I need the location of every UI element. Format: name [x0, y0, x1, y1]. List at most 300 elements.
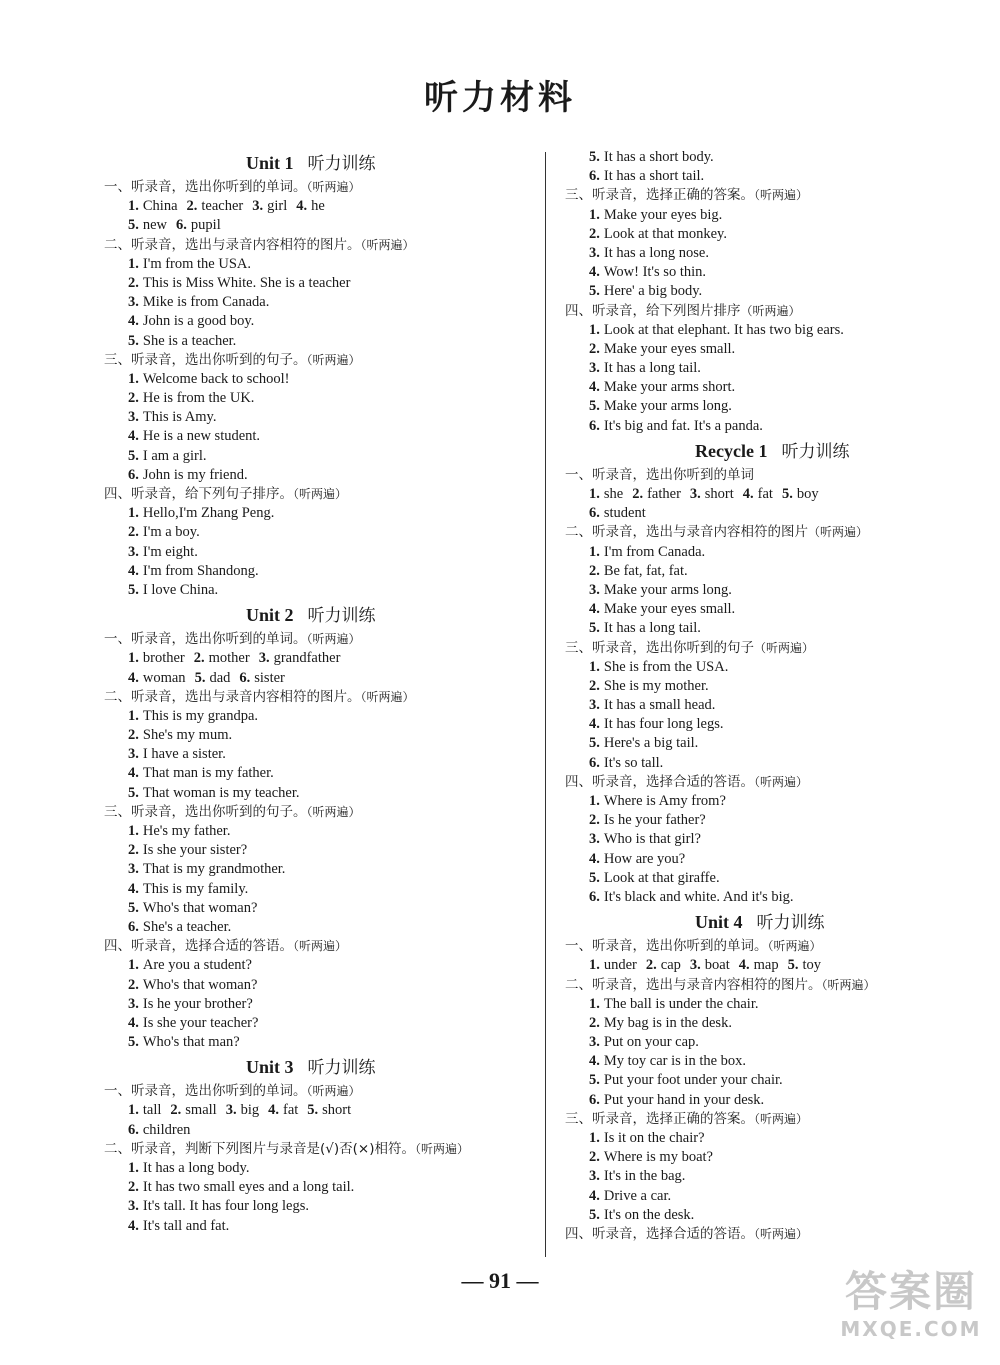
- unit-heading: [104, 1052, 524, 1082]
- list-item: [104, 370, 524, 389]
- item-number: 4.: [128, 1217, 139, 1234]
- item-number: 3.: [589, 244, 600, 261]
- list-item: [565, 417, 985, 436]
- section-heading: [565, 186, 985, 205]
- list-item: [565, 1091, 985, 1110]
- item-text: It's in the bag.: [603, 1168, 686, 1185]
- word-option: [170, 1102, 216, 1118]
- section-note: （听两遍）: [306, 180, 361, 194]
- item-number: 4.: [589, 1187, 600, 1204]
- section-heading: [565, 773, 985, 792]
- item-number: 1.: [128, 1102, 139, 1119]
- list-item: [565, 696, 985, 715]
- item-text: dad: [209, 669, 231, 686]
- list-item: [104, 899, 524, 918]
- item-text: Be fat, fat, fat.: [603, 562, 688, 579]
- section-note: （听两遍）: [293, 487, 348, 501]
- item-number: 6.: [589, 168, 600, 185]
- item-number: 5.: [128, 784, 139, 801]
- item-text: toy: [802, 957, 821, 974]
- section-instruction: 四、听录音，选择合适的答语。: [104, 938, 293, 955]
- list-item: [565, 1148, 985, 1167]
- item-text: Put your hand in your desk.: [603, 1091, 765, 1108]
- unit-subtitle: 听力训练: [307, 606, 376, 627]
- watermark-logo: [836, 1267, 986, 1355]
- item-number: 6.: [176, 217, 187, 234]
- list-item: [104, 784, 524, 803]
- section-note: （听两遍）: [754, 1111, 809, 1126]
- item-number: 2.: [128, 390, 139, 407]
- unit-label: Unit 1: [246, 153, 294, 173]
- item-number: 5.: [589, 149, 600, 165]
- item-number: 2.: [128, 274, 139, 291]
- list-item: [104, 523, 524, 542]
- item-text: She is my mother.: [603, 677, 709, 694]
- list-item: [104, 274, 524, 293]
- item-text: I am a girl.: [142, 447, 207, 464]
- item-number: 5.: [589, 735, 600, 752]
- list-item: [565, 225, 985, 244]
- item-number: 4.: [128, 562, 139, 579]
- item-number: 4.: [589, 1053, 600, 1070]
- item-text: Where is Amy from?: [603, 793, 726, 809]
- section-note: （听两遍）: [808, 525, 869, 540]
- section-instruction: 一、听录音，选出你听到的单词: [565, 466, 754, 483]
- section-instruction: 二、听录音，选出与录音内容相符的图片。: [104, 688, 361, 705]
- item-number: 6.: [239, 669, 251, 686]
- item-number: 3.: [258, 650, 270, 667]
- item-number: 1.: [589, 995, 600, 1012]
- list-item: [104, 408, 524, 427]
- item-number: 4.: [128, 765, 139, 782]
- word-option: [176, 217, 221, 233]
- list-item: [104, 504, 524, 523]
- list-item: [104, 466, 524, 485]
- item-number: 5.: [128, 581, 139, 598]
- item-text: Here' a big body.: [603, 283, 703, 300]
- section-note: （听两遍）: [293, 939, 348, 954]
- item-number: 1.: [589, 486, 600, 502]
- list-item: [565, 811, 985, 830]
- list-item: [104, 1197, 524, 1216]
- item-text: Here's a big tail.: [603, 735, 699, 752]
- item-number: 3.: [128, 294, 139, 311]
- unit-heading: [565, 907, 985, 937]
- item-text: It has two small eyes and a long tail.: [142, 1179, 355, 1196]
- item-number: 2.: [128, 842, 139, 859]
- item-text: teacher: [201, 198, 244, 215]
- list-item: [565, 244, 985, 263]
- item-text: I'm a boy.: [142, 524, 200, 541]
- item-text: pupil: [190, 217, 221, 234]
- list-item: [565, 340, 985, 359]
- item-number: 3.: [589, 1034, 600, 1051]
- section-heading: [104, 1140, 524, 1159]
- list-item: [104, 562, 524, 581]
- item-number: 3.: [128, 861, 139, 878]
- section-instruction: 四、听录音，选择合适的答语。: [565, 773, 754, 790]
- list-item: [565, 600, 985, 619]
- section-note: （听两遍）: [754, 188, 809, 203]
- unit-heading: [104, 148, 524, 178]
- word-list-row: [565, 956, 985, 975]
- list-item: [565, 830, 985, 849]
- item-text: I'm eight.: [142, 543, 198, 560]
- item-text: I'm from Canada.: [603, 543, 706, 560]
- item-text: Make your eyes small.: [603, 601, 736, 618]
- word-option: [690, 486, 734, 502]
- item-number: 1.: [589, 793, 600, 809]
- item-number: 6.: [589, 417, 600, 434]
- item-text: That woman is my teacher.: [142, 784, 300, 801]
- list-item: [104, 956, 524, 975]
- list-item: [565, 562, 985, 581]
- item-text: Drive a car.: [603, 1187, 672, 1204]
- list-item: [565, 869, 985, 888]
- item-text: boat: [704, 957, 730, 974]
- section-instruction: 四、听录音，给下列图片排序: [565, 302, 741, 319]
- unit-heading: [565, 436, 985, 466]
- section-note: （听两遍）: [821, 977, 876, 992]
- word-list-row: [565, 485, 985, 504]
- item-text: Look at that monkey.: [603, 225, 727, 242]
- list-item: [104, 841, 524, 860]
- section-instruction: 三、听录音，选出你听到的句子。: [104, 803, 307, 820]
- list-item: [104, 1033, 524, 1052]
- item-text: brother: [142, 650, 185, 667]
- item-text: Look at that giraffe.: [603, 869, 720, 886]
- word-list-row: [104, 649, 524, 668]
- item-number: 4.: [128, 880, 139, 897]
- section-note: （听两遍）: [306, 1084, 361, 1099]
- list-item: [104, 976, 524, 995]
- word-option: [128, 198, 178, 214]
- section-note: （听两遍）: [767, 939, 822, 954]
- word-option: [589, 486, 623, 502]
- item-number: 2.: [186, 198, 198, 215]
- list-item: [565, 321, 985, 340]
- list-item: [565, 167, 985, 186]
- watermark-url: MXQE.COM: [840, 1317, 982, 1341]
- list-item: [565, 850, 985, 869]
- word-option: [268, 1102, 298, 1118]
- item-number: 6.: [128, 918, 139, 935]
- item-number: 3.: [689, 486, 701, 502]
- section-note: （听两遍）: [306, 632, 361, 647]
- item-number: 2.: [128, 524, 139, 541]
- item-text: small: [185, 1102, 217, 1119]
- section-note: （听两遍）: [740, 303, 801, 318]
- item-text: That is my grandmother.: [142, 861, 286, 878]
- item-text: Are you a student?: [142, 957, 252, 974]
- item-number: 1.: [589, 957, 600, 974]
- list-item: [104, 332, 524, 351]
- item-number: 5.: [589, 869, 600, 886]
- item-number: 4.: [589, 850, 600, 867]
- list-item: [565, 995, 985, 1014]
- list-item: [104, 427, 524, 446]
- item-text: girl: [267, 198, 288, 215]
- item-number: 4.: [296, 198, 308, 215]
- item-text: Look at that elephant. It has two big ears.: [603, 321, 844, 338]
- section-instruction: 二、听录音，选出与录音内容相符的图片。: [104, 236, 361, 253]
- item-text: I'm from Shandong.: [142, 562, 259, 579]
- item-text: It has a long body.: [142, 1160, 250, 1176]
- item-text: father: [647, 486, 681, 502]
- item-text: sister: [254, 669, 285, 686]
- item-number: 5.: [128, 332, 139, 349]
- item-text: Mike is from Canada.: [142, 294, 270, 311]
- list-item: [565, 206, 985, 225]
- item-number: 6.: [589, 754, 600, 771]
- item-text: She's a teacher.: [142, 918, 232, 935]
- item-text: Make your eyes big.: [603, 206, 723, 223]
- section-heading: [104, 688, 524, 707]
- section-heading: [104, 630, 524, 649]
- list-item: [565, 148, 985, 167]
- section-instruction: 三、听录音，选出你听到的句子: [565, 639, 754, 656]
- list-item: [565, 543, 985, 562]
- item-text: He is from the UK.: [142, 390, 255, 407]
- item-text: Put on your cap.: [603, 1034, 699, 1051]
- item-number: 6.: [589, 505, 600, 522]
- item-text: fat: [757, 486, 773, 502]
- section-note: （听两遍）: [306, 804, 361, 819]
- page-title: 听力材料: [424, 78, 576, 118]
- item-text: It has a short tail.: [603, 168, 705, 185]
- word-list-row: [104, 216, 524, 235]
- section-heading: [565, 466, 985, 485]
- item-number: 4.: [589, 601, 600, 618]
- list-item: [565, 1187, 985, 1206]
- item-text: Who's that man?: [142, 1034, 240, 1051]
- list-item: [104, 1217, 524, 1236]
- item-number: 1.: [128, 1160, 139, 1176]
- item-text: mother: [208, 650, 250, 667]
- unit-subtitle: 听力训练: [756, 913, 825, 934]
- section-heading: [104, 937, 524, 956]
- item-text: I'm from the USA.: [142, 255, 252, 272]
- list-item: [104, 255, 524, 274]
- item-number: 6.: [589, 888, 600, 905]
- section-instruction: 四、听录音，给下列句子排序。: [104, 486, 293, 502]
- list-item: [104, 860, 524, 879]
- item-number: 6.: [589, 1091, 600, 1108]
- list-item: [565, 754, 985, 773]
- item-number: 1.: [589, 543, 600, 560]
- item-text: under: [603, 957, 637, 974]
- item-number: 3.: [225, 1102, 237, 1119]
- item-text: student: [603, 505, 646, 522]
- item-text: Welcome back to school!: [142, 370, 290, 387]
- item-text: cap: [660, 957, 681, 974]
- item-text: It's on the desk.: [603, 1206, 695, 1223]
- list-item: [104, 707, 524, 726]
- list-item: [565, 677, 985, 696]
- section-instruction: 二、听录音，选出与录音内容相符的图片: [565, 524, 808, 541]
- section-note: （听两遍）: [754, 640, 815, 655]
- list-item: [565, 1167, 985, 1186]
- list-item: [565, 715, 985, 734]
- section-instruction: 一、听录音，选出你听到的单词。: [104, 1083, 307, 1100]
- section-heading: [565, 1110, 985, 1129]
- word-list-row: [104, 669, 524, 688]
- list-item: [104, 745, 524, 764]
- item-text: Is she your sister?: [142, 842, 248, 859]
- section-heading: [565, 1225, 985, 1244]
- item-text: It's black and white. And it's big.: [603, 888, 794, 905]
- list-item: [104, 764, 524, 783]
- list-item: [565, 1206, 985, 1225]
- item-text: It has four long legs.: [603, 716, 724, 733]
- item-number: 5.: [194, 669, 206, 686]
- item-number: 1.: [128, 505, 139, 522]
- item-text: she: [603, 486, 624, 502]
- item-text: Hello,I'm Zhang Peng.: [142, 505, 275, 522]
- item-text: It's so tall.: [603, 754, 664, 771]
- item-number: 4.: [268, 1102, 279, 1119]
- item-text: short: [322, 1102, 352, 1119]
- section-instruction: 一、听录音，选出你听到的单词。: [104, 179, 307, 195]
- item-number: 1.: [128, 370, 139, 387]
- list-item: [104, 543, 524, 562]
- word-option: [239, 670, 284, 686]
- list-item: [104, 1159, 524, 1178]
- item-text: map: [753, 957, 779, 974]
- list-item: [104, 581, 524, 600]
- item-text: Is it on the chair?: [603, 1130, 705, 1146]
- list-item: [104, 918, 524, 937]
- item-number: 1.: [128, 707, 139, 724]
- item-text: Make your arms long.: [603, 398, 732, 415]
- item-number: 2.: [589, 677, 600, 694]
- section-heading: [104, 485, 524, 504]
- unit-subtitle: 听力训练: [307, 1058, 376, 1079]
- item-number: 1.: [128, 198, 139, 215]
- right-column: [565, 148, 985, 1244]
- item-text: fat: [282, 1102, 299, 1119]
- item-text: It's big and fat. It's a panda.: [603, 417, 763, 434]
- item-number: 3.: [128, 1198, 139, 1215]
- item-number: 2.: [589, 225, 600, 242]
- unit-label: Unit 2: [246, 605, 294, 626]
- item-text: My bag is in the desk.: [603, 1014, 732, 1031]
- item-text: Is he your brother?: [142, 995, 253, 1012]
- word-option: [128, 1122, 190, 1138]
- item-number: 1.: [589, 206, 600, 223]
- item-text: She is from the USA.: [603, 658, 729, 675]
- item-text: I have a sister.: [142, 746, 226, 763]
- item-number: 5.: [589, 1072, 600, 1089]
- item-text: He's my father.: [142, 823, 231, 839]
- item-text: grandfather: [273, 650, 341, 667]
- item-text: She is a teacher.: [142, 332, 237, 349]
- unit-label: Unit 4: [695, 912, 743, 933]
- word-option: [739, 957, 779, 973]
- item-number: 1.: [589, 321, 600, 338]
- word-option: [259, 650, 341, 666]
- item-number: 2.: [128, 1179, 139, 1196]
- list-item: [104, 726, 524, 745]
- unit-subtitle: 听力训练: [781, 441, 850, 462]
- word-option: [252, 198, 287, 214]
- word-list-row: [104, 1101, 524, 1120]
- column-divider: [545, 152, 546, 1257]
- word-option: [128, 670, 186, 686]
- list-item: [565, 734, 985, 753]
- list-item: [565, 1033, 985, 1052]
- list-item: [565, 1071, 985, 1090]
- item-number: 3.: [589, 697, 600, 714]
- item-number: 4.: [128, 313, 139, 330]
- section-heading: [104, 236, 524, 255]
- item-number: 4.: [742, 486, 754, 502]
- section-instruction: 三、听录音，选出你听到的句子。: [104, 351, 307, 368]
- word-option: [128, 650, 185, 666]
- item-text: Make your eyes small.: [603, 340, 736, 357]
- item-number: 4.: [589, 379, 600, 396]
- item-number: 3.: [589, 831, 600, 848]
- section-heading: [565, 937, 985, 956]
- item-text: This is Amy.: [142, 409, 217, 426]
- word-list-row: [104, 197, 524, 216]
- list-item: [565, 263, 985, 282]
- list-item: [565, 581, 985, 600]
- item-text: new: [142, 217, 168, 234]
- item-number: 5.: [589, 620, 600, 637]
- item-text: he: [311, 198, 325, 215]
- left-column: [104, 148, 524, 1236]
- unit-subtitle: 听力训练: [307, 154, 376, 174]
- item-text: John is my friend.: [142, 466, 248, 483]
- item-text: Is he your father?: [603, 812, 706, 829]
- list-item: [104, 822, 524, 841]
- unit-label: Unit 3: [246, 1057, 294, 1078]
- word-option: [632, 486, 681, 502]
- item-number: 2.: [128, 727, 139, 744]
- section-heading: [565, 302, 985, 321]
- list-item: [565, 1129, 985, 1148]
- item-number: 6.: [128, 1121, 139, 1138]
- item-number: 5.: [589, 398, 600, 415]
- section-instruction: 四、听录音，选择合适的答语。: [565, 1225, 754, 1242]
- item-text: It has a long nose.: [603, 244, 709, 261]
- item-number: 3.: [589, 1168, 600, 1185]
- list-item: [104, 447, 524, 466]
- word-option: [788, 957, 821, 973]
- list-item: [104, 312, 524, 331]
- item-text: woman: [142, 669, 186, 686]
- section-instruction: 一、听录音，选出你听到的单词。: [565, 938, 768, 955]
- section-heading: [565, 976, 985, 995]
- item-number: 3.: [589, 581, 600, 598]
- item-number: 4.: [128, 428, 139, 445]
- item-text: It has a long tail.: [603, 360, 701, 377]
- item-number: 5.: [589, 1206, 600, 1223]
- item-number: 2.: [645, 957, 657, 974]
- item-text: She's my mum.: [142, 727, 233, 744]
- item-number: 3.: [589, 360, 600, 377]
- item-number: 5.: [781, 486, 793, 502]
- unit-label: Recycle 1: [695, 440, 768, 461]
- item-text: How are you?: [603, 850, 686, 867]
- section-heading: [104, 803, 524, 822]
- item-text: children: [142, 1121, 191, 1138]
- item-number: 5.: [128, 447, 139, 464]
- word-option: [195, 670, 231, 686]
- item-number: 2.: [193, 650, 205, 667]
- item-number: 5.: [128, 1034, 139, 1051]
